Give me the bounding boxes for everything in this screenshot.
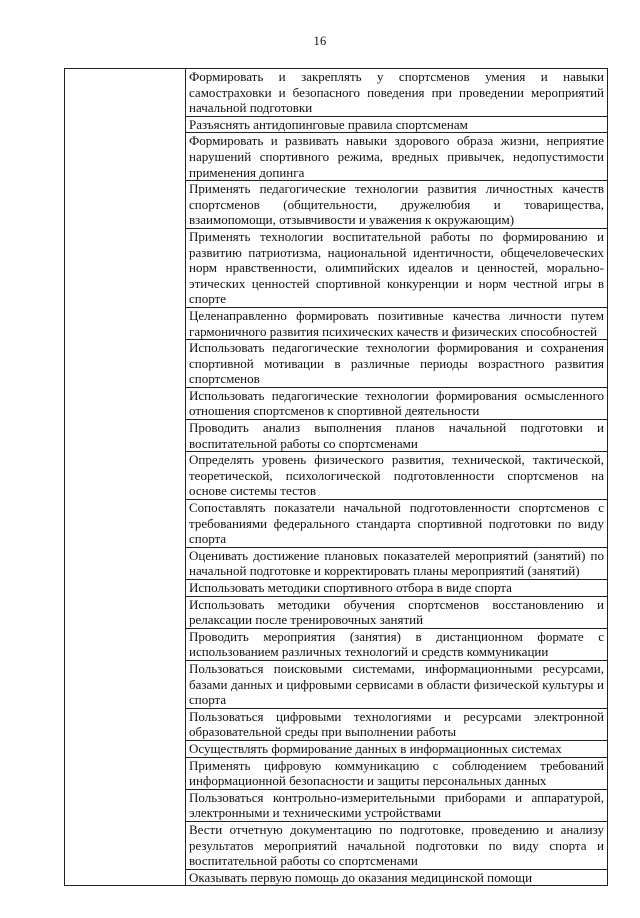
skill-cell: Пользоваться поисковыми системами, информационными ресурсами, базами данных и цифровыми сервисами в области физической культуры и спорта xyxy=(186,660,608,708)
skill-cell: Проводить анализ выполнения планов начальной подготовки и воспитательной работы со спортсменами xyxy=(186,420,608,452)
skill-cell: Использовать методики обучения спортсменов восстановлению и релаксации после тренировочных занятий xyxy=(186,596,608,628)
page-number: 16 xyxy=(313,34,327,48)
skill-cell: Целенаправленно формировать позитивные качества личности путем гармоничного развития психических качеств и физических способностей xyxy=(186,307,608,339)
skill-cell: Применять технологии воспитательной работы по формированию и развитию патриотизма, национальной идентичности, общечеловеческих норм нравственности, олимпийских идеалов и ценностей, морально-этических ценностей спортивной конкуренции и норм честной игры в спорте xyxy=(186,228,608,307)
skill-cell: Сопоставлять показатели начальной подготовленности спортсменов с требованиями федерального стандарта спортивной подготовки по виду спорта xyxy=(186,500,608,548)
skill-cell: Проводить мероприятия (занятия) в дистанционном формате с использованием различных технологий и средств коммуникации xyxy=(186,628,608,660)
skill-cell: Использовать педагогические технологии формирования и сохранения спортивной мотивации в различные периоды возрастного развития спортсменов xyxy=(186,340,608,388)
label-column-cell xyxy=(65,69,186,886)
skill-cell: Формировать и развивать навыки здорового образа жизни, неприятие нарушений спортивного режима, вредных привычек, недопустимости применения допинга xyxy=(186,133,608,181)
skills-table xyxy=(64,68,608,886)
skill-cell: Вести отчетную документацию по подготовке, проведению и анализу результатов мероприятий начальной подготовки по виду спорта и воспитательной работы со спортсменами xyxy=(186,821,608,869)
skill-cell: Использовать педагогические технологии формирования осмысленного отношения спортсменов к спортивной деятельности xyxy=(186,387,608,419)
skill-cell: Оценивать достижение плановых показателей мероприятий (занятий) по начальной подготовке и корректировать планы мероприятий (занятий) xyxy=(186,547,608,579)
skill-cell: Определять уровень физического развития, технической, тактической, теоретической, психологической подготовленности спортсменов на основе системы тестов xyxy=(186,452,608,500)
skill-cell: Пользоваться цифровыми технологиями и ресурсами электронной образовательной среды при выполнении работы xyxy=(186,708,608,740)
skill-cell: Использовать методики спортивного отбора в виде спорта xyxy=(186,580,608,597)
skill-cell: Применять цифровую коммуникацию с соблюдением требований информационной безопасности и защиты персональных данных xyxy=(186,757,608,789)
skill-cell: Осуществлять формирование данных в информационных системах xyxy=(186,740,608,757)
skill-cell: Пользоваться контрольно-измерительными приборами и аппаратурой, электронными и техническими устройствами xyxy=(186,789,608,821)
skill-cell: Разъяснять антидопинговые правила спортсменам xyxy=(186,116,608,133)
skill-cell: Формировать и закреплять у спортсменов умения и навыки самостраховки и безопасного поведения при проведении мероприятий начальной подготовки xyxy=(186,69,608,117)
table-row xyxy=(65,69,608,117)
skills-table-body xyxy=(65,69,608,886)
skill-cell: Оказывать первую помощь до оказания медицинской помощи xyxy=(186,869,608,886)
skill-cell: Применять педагогические технологии развития личностных качеств спортсменов (общительности, дружелюбия и товарищества, взаимопомощи, отзывчивости и уважения к окружающим) xyxy=(186,181,608,229)
